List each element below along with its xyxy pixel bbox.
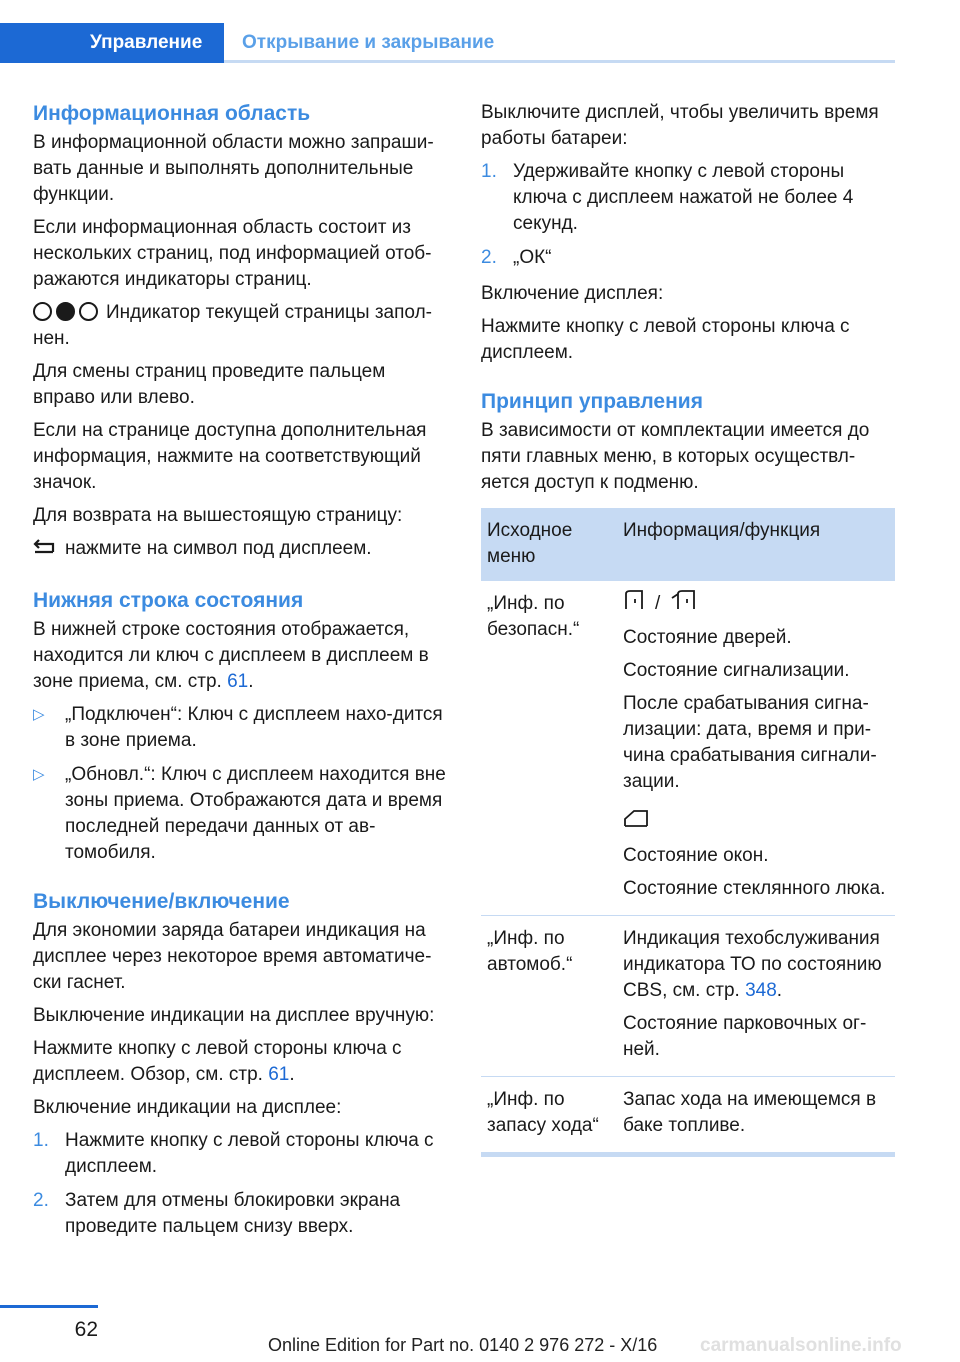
table-cell-menu: „Инф. по запасу хода“ — [481, 1077, 617, 1153]
status-bullet-list — [33, 702, 451, 866]
watermark: carmanualsonline.info — [700, 1335, 902, 1356]
list-item: 2. „ОК“ — [481, 247, 552, 268]
page-number: 62 — [74, 1318, 98, 1341]
table-row — [481, 581, 895, 916]
list-item: ▷ „Подключен“: Ключ с дисплеем нахо-дится в зоне приема. — [33, 704, 443, 751]
paragraph-reception: В нижней строке состояния отображается, находится ли ключ с дисплеем в дисплеем в зоне приема, см. стр. 61. — [33, 619, 429, 692]
paragraph-page-indicator — [33, 300, 451, 352]
page-link-61[interactable]: 61 — [268, 1064, 290, 1085]
header-tab-section[interactable]: Управление — [0, 23, 224, 63]
left-column — [33, 100, 451, 1250]
paragraph: Включение индикации на дисплее: — [33, 1097, 342, 1118]
table-cell-menu: „Инф. по автомоб.“ — [481, 916, 617, 1077]
paragraph-text: Индикатор текущей страницы запол-нен. — [33, 302, 432, 349]
menu-table — [481, 508, 895, 1152]
paragraph: Выключите дисплей, чтобы увеличить время работы батареи: — [481, 102, 879, 149]
paragraph-text: нажмите на символ под дисплеем. — [65, 538, 372, 559]
page-indicator-icon — [33, 302, 98, 321]
page-header — [0, 23, 895, 63]
table-cell-menu: „Инф. по безопасн.“ — [481, 581, 617, 916]
paragraph-overview: Нажмите кнопку с левой стороны ключа с дисплеем. Обзор, см. стр. 61. — [33, 1038, 402, 1085]
heading-off-on: Выключение/включение — [33, 890, 290, 913]
steps-list — [481, 159, 895, 271]
paragraph: Для возврата на вышестоящую страницу: — [33, 505, 403, 526]
steps-list — [33, 1128, 451, 1240]
window-icon — [623, 809, 649, 835]
table-row — [481, 916, 895, 1077]
back-arrow-icon — [33, 539, 57, 565]
paragraph: Для смены страниц проведите пальцем вправо или влево. — [33, 361, 386, 408]
heading-operating-principle: Принцип управления — [481, 390, 703, 413]
heading-status-bar: Нижняя строка состояния — [33, 589, 304, 612]
page-link-348[interactable]: 348 — [745, 980, 777, 1001]
paragraph: Нажмите кнопку с левой стороны ключа с дисплеем. — [481, 316, 850, 363]
paragraph: В зависимости от комплектации имеется до пяти главных меню, в которых осуществл-яется доступ к подменю. — [481, 420, 870, 493]
table-header-cell: Исходное меню — [481, 508, 617, 581]
edition-text: Online Edition for Part no. 0140 2 976 272 - X/16 — [268, 1335, 658, 1355]
header-underline — [224, 60, 895, 63]
paragraph-back — [33, 536, 451, 565]
table-row — [481, 1077, 895, 1153]
page-link-61[interactable]: 61 — [227, 671, 249, 692]
paragraph: Включение дисплея: — [481, 283, 664, 304]
paragraph: Для экономии заряда батареи индикация на дисплее через некоторое время автоматиче-ски гаснет. — [33, 920, 432, 993]
table-header-cell: Информация/функция — [617, 508, 895, 581]
paragraph: Если информационная область состоит из нескольких страниц, под информацией отоб-ражаются индикаторы страниц. — [33, 217, 432, 290]
right-column — [481, 100, 895, 1157]
slash-text: / — [655, 593, 661, 614]
table-cell-info: / Состояние дверей. Состояние сигнализации. После срабатывания сигна-лизации: дата, время и при-чина срабатывания сигнали-зации. Состояние окон. Состояние стеклянного люка. — [617, 581, 895, 916]
header-tab-chapter[interactable]: Открывание и закрывание — [224, 23, 895, 63]
paragraph: Если на странице доступна дополнительная информация, нажмите на соответствующий значок. — [33, 420, 427, 493]
door-closed-icon — [623, 590, 645, 618]
bullet-marker-icon: ▷ — [33, 766, 45, 783]
list-item: ▷ „Обновл.“: Ключ с дисплеем находится вне зоны приема. Отображаются дата и время последней передачи данных от ав-томобиля. — [33, 764, 446, 863]
list-item: 1. Удерживайте кнопку с левой стороны ключа с дисплеем нажатой не более 4 секунд. — [481, 161, 854, 234]
table-cell-info: Запас хода на имеющемся в баке топливе. — [617, 1077, 895, 1153]
paragraph: Выключение индикации на дисплее вручную: — [33, 1005, 435, 1026]
list-item: 2. Затем для отмены блокировки экрана проведите пальцем снизу вверх. — [33, 1190, 401, 1237]
door-open-icon — [670, 590, 696, 618]
paragraph: В информационной области можно запраши-вать данные и выполнять дополнительные функции. — [33, 132, 434, 205]
bullet-marker-icon: ▷ — [33, 706, 45, 723]
footer-rule — [0, 1305, 98, 1308]
list-item: 1. Нажмите кнопку с левой стороны ключа с дисплеем. — [33, 1130, 434, 1177]
table-bottom-rule — [481, 1152, 895, 1157]
table-cell-info: Индикация техобслуживания индикатора ТО по состоянию CBS, см. стр. 348. Состояние парковочных ог-ней. — [617, 916, 895, 1077]
heading-info-area: Информационная область — [33, 102, 311, 125]
